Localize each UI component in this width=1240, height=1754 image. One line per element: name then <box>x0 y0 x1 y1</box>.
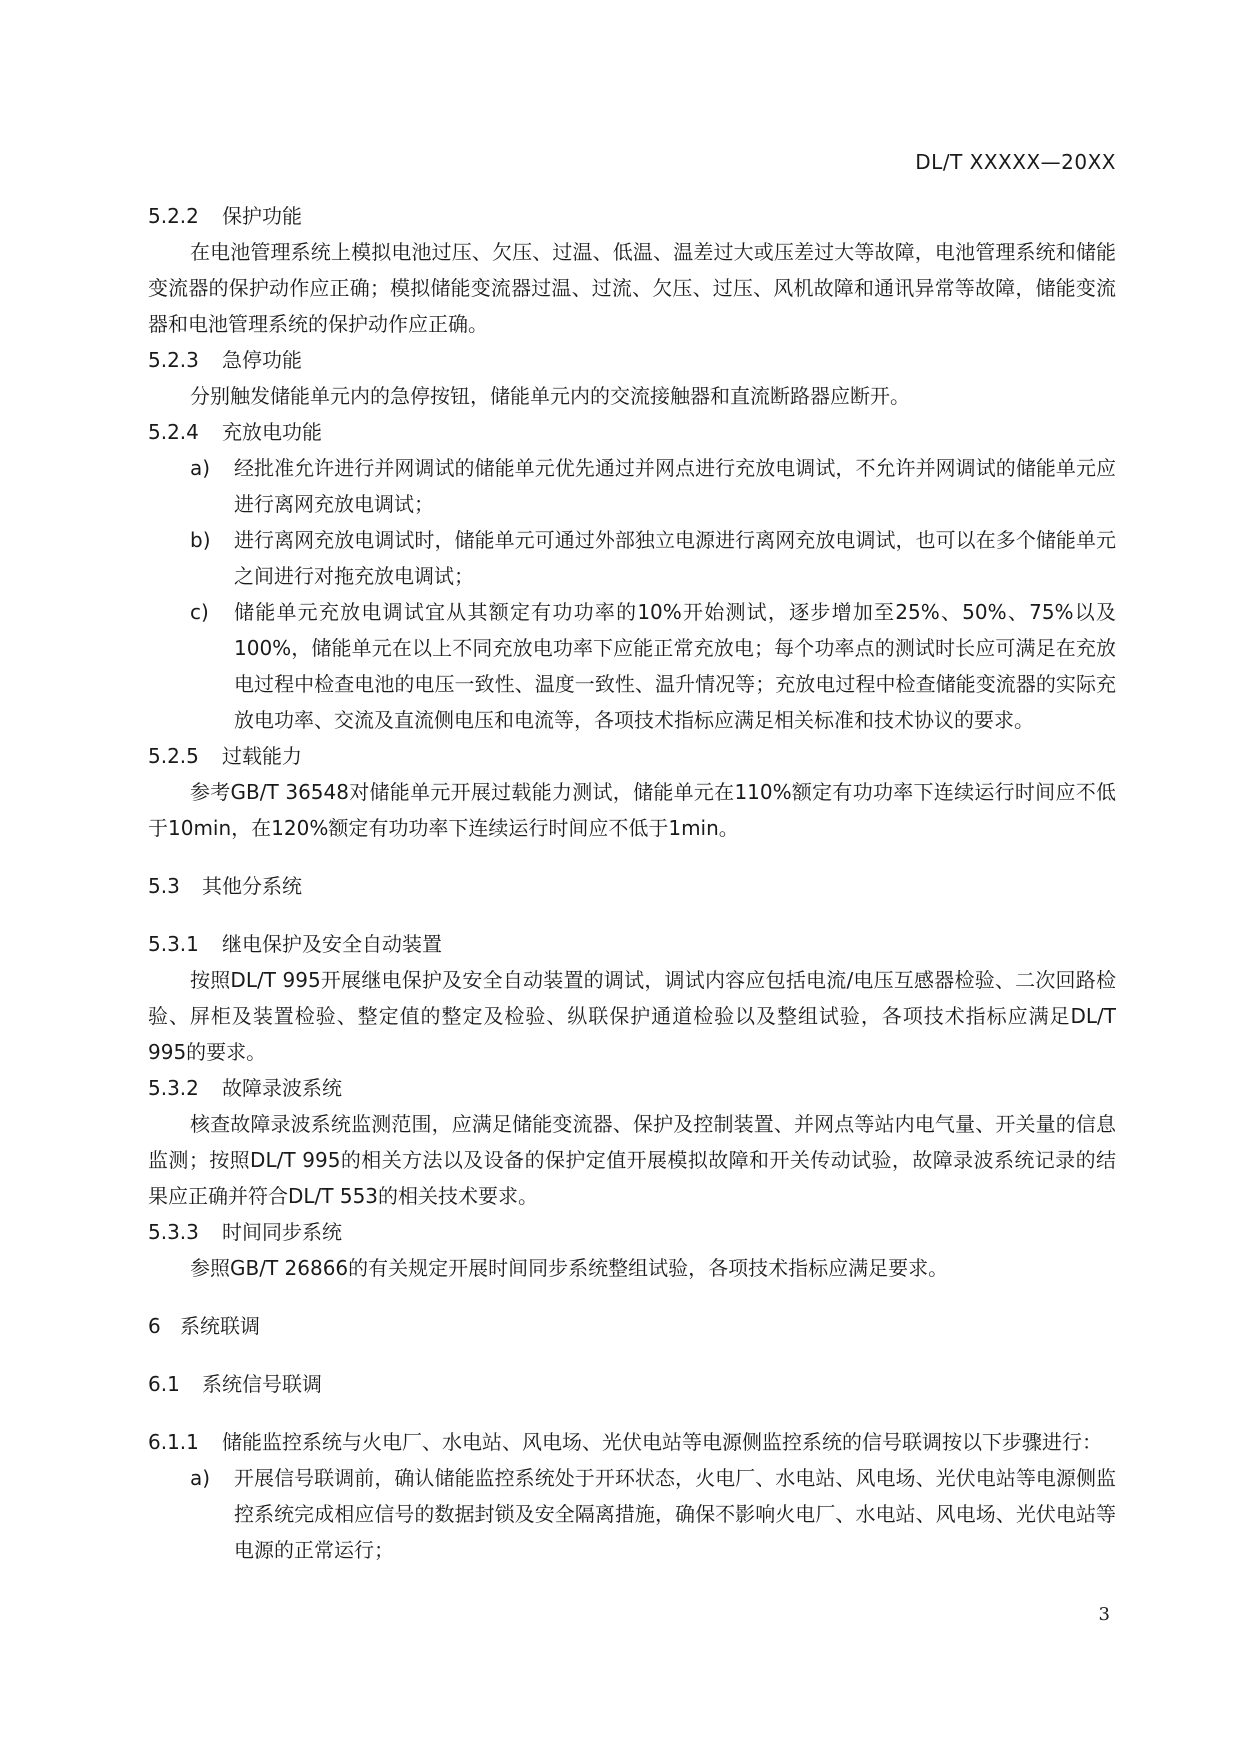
heading-5-3 <box>148 868 1116 904</box>
paragraph-5-3-1: 按照DL/T 995开展继电保护及安全自动装置的调试，调试内容应包括电流/电压互感器检验、二次回路检验、屏柜及装置检验、整定值的整定及检验、纵联保护通道检验以及整组试验，各项技术指标应满足DL/T 995的要求。 <box>148 968 1116 1064</box>
heading-number: 5.2.4 <box>148 420 199 444</box>
paragraph-5-3-3: 参照GB/T 26866的有关规定开展时间同步系统整组试验，各项技术指标应满足要求。 <box>190 1256 949 1280</box>
heading-title: 系统信号联调 <box>202 1372 322 1396</box>
heading-title: 过载能力 <box>222 744 302 768</box>
heading-number: 5.2.5 <box>148 744 199 768</box>
heading-title: 保护功能 <box>222 204 302 228</box>
clause-6-1-1 <box>148 1424 1116 1460</box>
list-item <box>148 450 1116 522</box>
heading-number: 5.3.3 <box>148 1220 199 1244</box>
list-marker: a) <box>190 1466 211 1490</box>
heading-number: 6.1 <box>148 1372 180 1396</box>
heading-title: 时间同步系统 <box>222 1220 342 1244</box>
list-item-text: 经批准允许进行并网调试的储能单元优先通过并网点进行充放电调试，不允许并网调试的储能单元应进行离网充放电调试； <box>234 456 1116 516</box>
spacer <box>148 904 1116 926</box>
document-body <box>148 198 1116 1568</box>
heading-title: 急停功能 <box>222 348 302 372</box>
heading-5-2-4 <box>148 414 1116 450</box>
list-marker: c) <box>190 600 209 624</box>
list-item <box>148 522 1116 594</box>
list-item <box>148 1460 1116 1568</box>
spacer <box>148 1344 1116 1366</box>
heading-6-1 <box>148 1366 1116 1402</box>
spacer <box>148 1286 1116 1308</box>
heading-5-3-1 <box>148 926 1116 962</box>
paragraph-5-2-2: 在电池管理系统上模拟电池过压、欠压、过温、低温、温差过大或压差过大等故障，电池管理系统和储能变流器的保护动作应正确；模拟储能变流器过温、过流、欠压、过压、风机故障和通讯异常等故障，储能变流器和电池管理系统的保护动作应正确。 <box>148 240 1116 336</box>
list-marker: b) <box>190 528 211 552</box>
list-marker: a) <box>190 456 211 480</box>
list-item-text: 开展信号联调前，确认储能监控系统处于开环状态，火电厂、水电站、风电场、光伏电站等电源侧监控系统完成相应信号的数据封锁及安全隔离措施，确保不影响火电厂、水电站、风电场、光伏电站等电源的正常运行； <box>234 1466 1116 1562</box>
heading-title: 继电保护及安全自动装置 <box>222 932 442 956</box>
heading-5-2-3 <box>148 342 1116 378</box>
heading-title: 其他分系统 <box>202 874 302 898</box>
heading-6 <box>148 1308 1116 1344</box>
heading-number: 6 <box>148 1314 161 1338</box>
heading-number: 5.3.1 <box>148 932 199 956</box>
spacer <box>148 846 1116 868</box>
heading-5-2-2 <box>148 198 1116 234</box>
heading-5-2-5 <box>148 738 1116 774</box>
heading-5-3-2 <box>148 1070 1116 1106</box>
list-item-text: 进行离网充放电调试时，储能单元可通过外部独立电源进行离网充放电调试，也可以在多个储能单元之间进行对拖充放电调试； <box>234 528 1116 588</box>
clause-text: 储能监控系统与火电厂、水电站、风电场、光伏电站等电源侧监控系统的信号联调按以下步骤进行： <box>222 1430 1102 1454</box>
spacer <box>148 1402 1116 1424</box>
paragraph-5-2-5: 参考GB/T 36548对储能单元开展过载能力测试，储能单元在110%额定有功功率下连续运行时间应不低于10min，在120%额定有功功率下连续运行时间应不低于1min。 <box>148 780 1116 840</box>
list-item <box>148 594 1116 738</box>
heading-number: 5.2.3 <box>148 348 199 372</box>
heading-number: 5.3.2 <box>148 1076 199 1100</box>
list-item-text: 储能单元充放电调试宜从其额定有功功率的10%开始测试，逐步增加至25%、50%、75%以及100%，储能单元在以上不同充放电功率下应能正常充放电；每个功率点的测试时长应可满足在充放电过程中检查电池的电压一致性、温度一致性、温升情况等；充放电过程中检查储能变流器的实际充放电功率、交流及直流侧电压和电流等，各项技术指标应满足相关标准和技术协议的要求。 <box>234 600 1116 732</box>
heading-title: 充放电功能 <box>222 420 322 444</box>
paragraph-5-3-2: 核查故障录波系统监测范围，应满足储能变流器、保护及控制装置、并网点等站内电气量、开关量的信息监测；按照DL/T 995的相关方法以及设备的保护定值开展模拟故障和开关传动试验，故障录波系统记录的结果应正确并符合DL/T 553的相关技术要求。 <box>148 1112 1116 1208</box>
page-number: 3 <box>1098 1604 1110 1625</box>
paragraph-5-2-3: 分别触发储能单元内的急停按钮，储能单元内的交流接触器和直流断路器应断开。 <box>190 384 910 408</box>
heading-title: 故障录波系统 <box>222 1076 342 1100</box>
document-code-header: DL/T XXXXX—20XX <box>915 150 1116 174</box>
heading-number: 5.3 <box>148 874 180 898</box>
heading-5-3-3 <box>148 1214 1116 1250</box>
clause-number: 6.1.1 <box>148 1430 199 1454</box>
heading-title: 系统联调 <box>180 1314 260 1338</box>
heading-number: 5.2.2 <box>148 204 199 228</box>
